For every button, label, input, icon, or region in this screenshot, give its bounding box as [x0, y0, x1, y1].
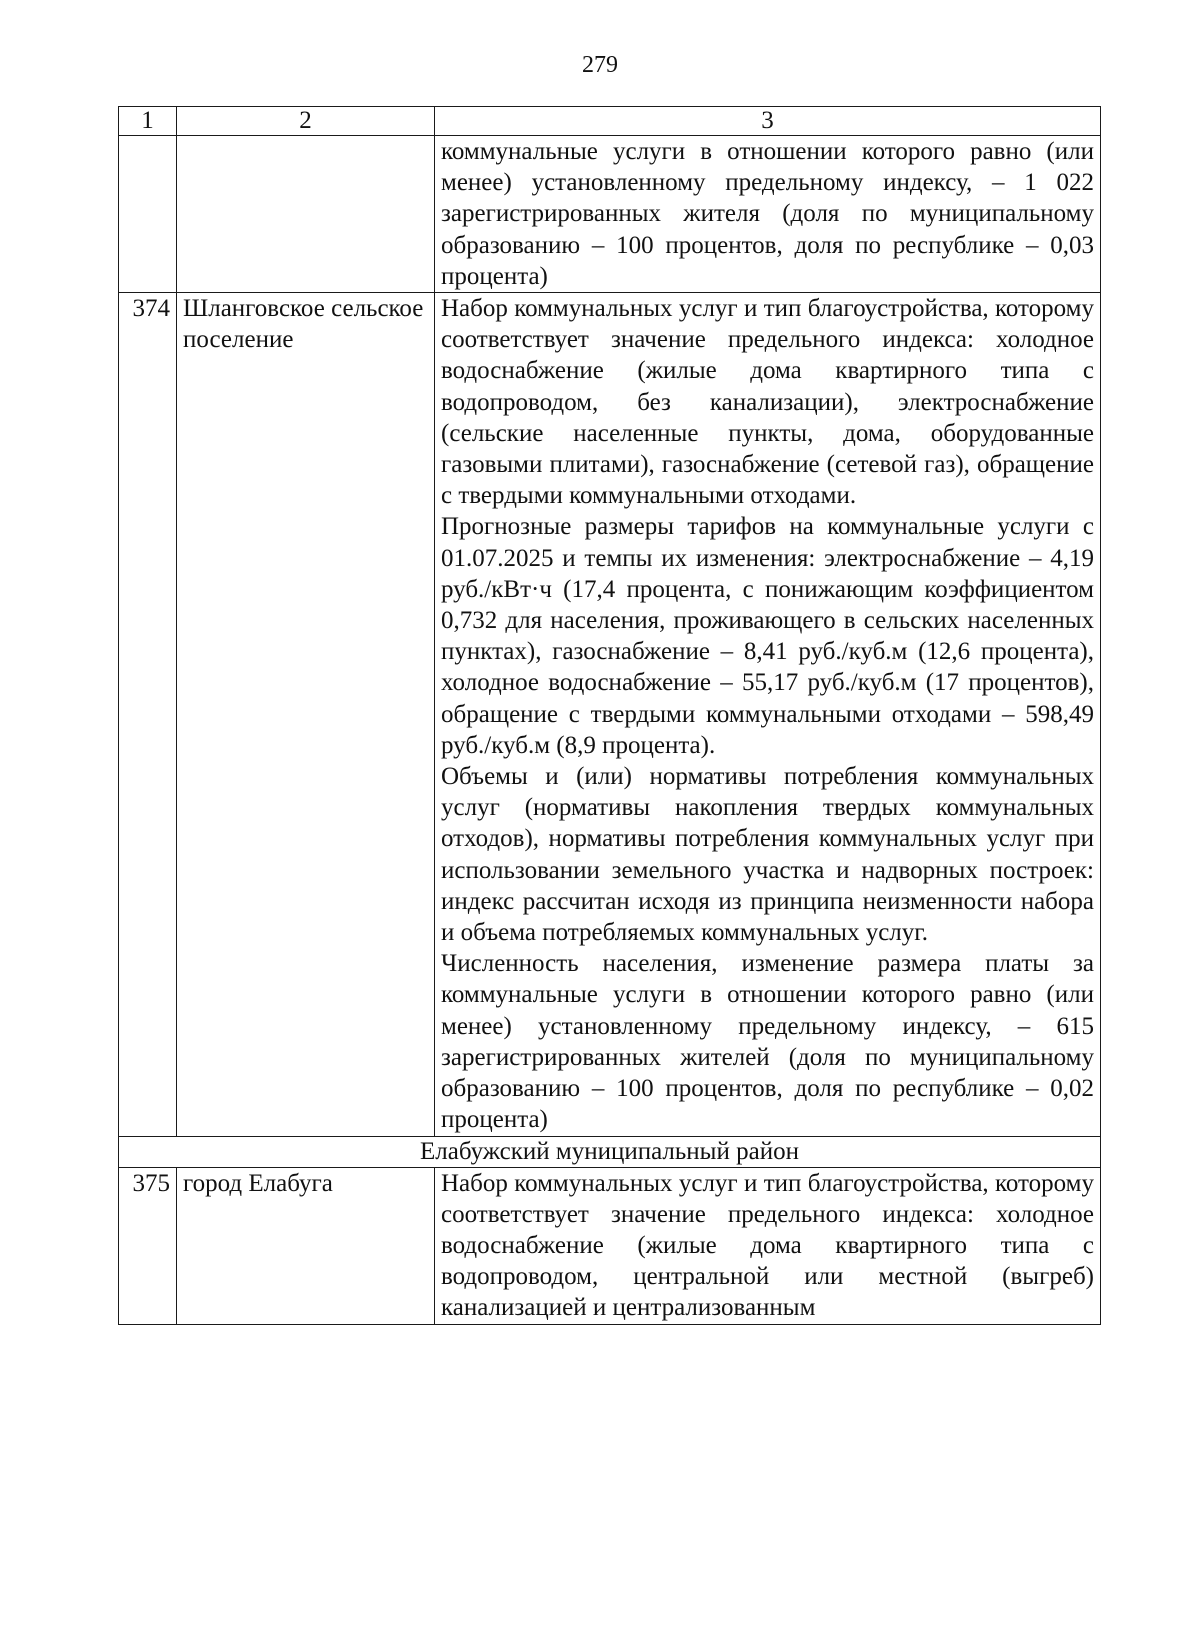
- continuation-number-cell: [119, 136, 177, 293]
- row-number: 375: [119, 1167, 177, 1324]
- continuation-name-cell: [177, 136, 435, 293]
- table-header-row: [119, 107, 1101, 136]
- continuation-paragraph: коммунальные услуги в отношении которого равно (или менее) установленному предельному индексу, – 1 022 зарегистрированных жителя (доля по муниципальному образованию – 100 процентов, доля по республике – 0,03 процента): [441, 138, 1094, 290]
- tariff-table: [118, 106, 1101, 1325]
- continuation-text-cell: [435, 136, 1101, 293]
- settlement-name: Шланговское сельское поселение: [177, 293, 435, 1136]
- table-row-374: [119, 293, 1101, 1136]
- paragraph-population: Численность населения, изменение размера платы за коммунальные услуги в отношении которого равно (или менее) установленному предельному индексу, – 615 зарегистрированных жителей (доля по муниципальному образованию – 100 процентов, доля по республике – 0,02 процента): [441, 950, 1094, 1134]
- settlement-name: город Елабуга: [177, 1167, 435, 1324]
- paragraph-consumption-norms: Объемы и (или) нормативы потребления коммунальных услуг (нормативы накопления твердых коммунальных отходов), нормативы потребления коммунальных услуг при использовании земельного участка и надворных построек: индекс рассчитан исходя из принципа неизменности набора и объема потребляемых коммунальных услуг.: [441, 763, 1094, 947]
- table-row-continuation: [119, 136, 1101, 293]
- paragraph-utilities-set: Набор коммунальных услуг и тип благоустройства, которому соответствует значение предельного индекса: холодное водоснабжение (жилые дома квартирного типа с водопроводом, центральной или местной (выгреб) канализацией и централизованным: [441, 1169, 1094, 1322]
- paragraph-tariff-forecast: Прогнозные размеры тарифов на коммунальные услуги с 01.07.2025 и темпы их изменения: электроснабжение – 4,19 руб./кВт·ч (17,4 процента, с понижающим коэффициентом 0,732 для населения, проживающего в сельских населенных пунктах), газоснабжение – 8,41 руб./куб.м (12,6 процента), холодное водоснабжение – 55,17 руб./куб.м (17 процентов), обращение с твердыми коммунальными отходами – 598,49 руб./куб.м (8,9 процента).: [441, 513, 1094, 759]
- row-375-description: [435, 1167, 1101, 1324]
- header-col-3: 3: [435, 107, 1101, 136]
- section-row: [119, 1136, 1101, 1167]
- table-row-375: [119, 1167, 1101, 1324]
- row-374-description: [435, 293, 1101, 1136]
- paragraph-utilities-set: Набор коммунальных услуг и тип благоустройства, которому соответствует значение предельного индекса: холодное водоснабжение (жилые дома квартирного типа с водопроводом, без канализации), электроснабжение (сельские населенные пункты, дома, оборудованные газовыми плитами), газоснабжение (сетевой газ), обращение с твердыми коммунальными отходами.: [441, 295, 1094, 510]
- header-col-2: 2: [177, 107, 435, 136]
- header-col-1: 1: [119, 107, 177, 136]
- section-title: Елабужский муниципальный район: [119, 1136, 1101, 1167]
- row-number: 374: [119, 293, 177, 1136]
- page-number: 279: [582, 52, 618, 78]
